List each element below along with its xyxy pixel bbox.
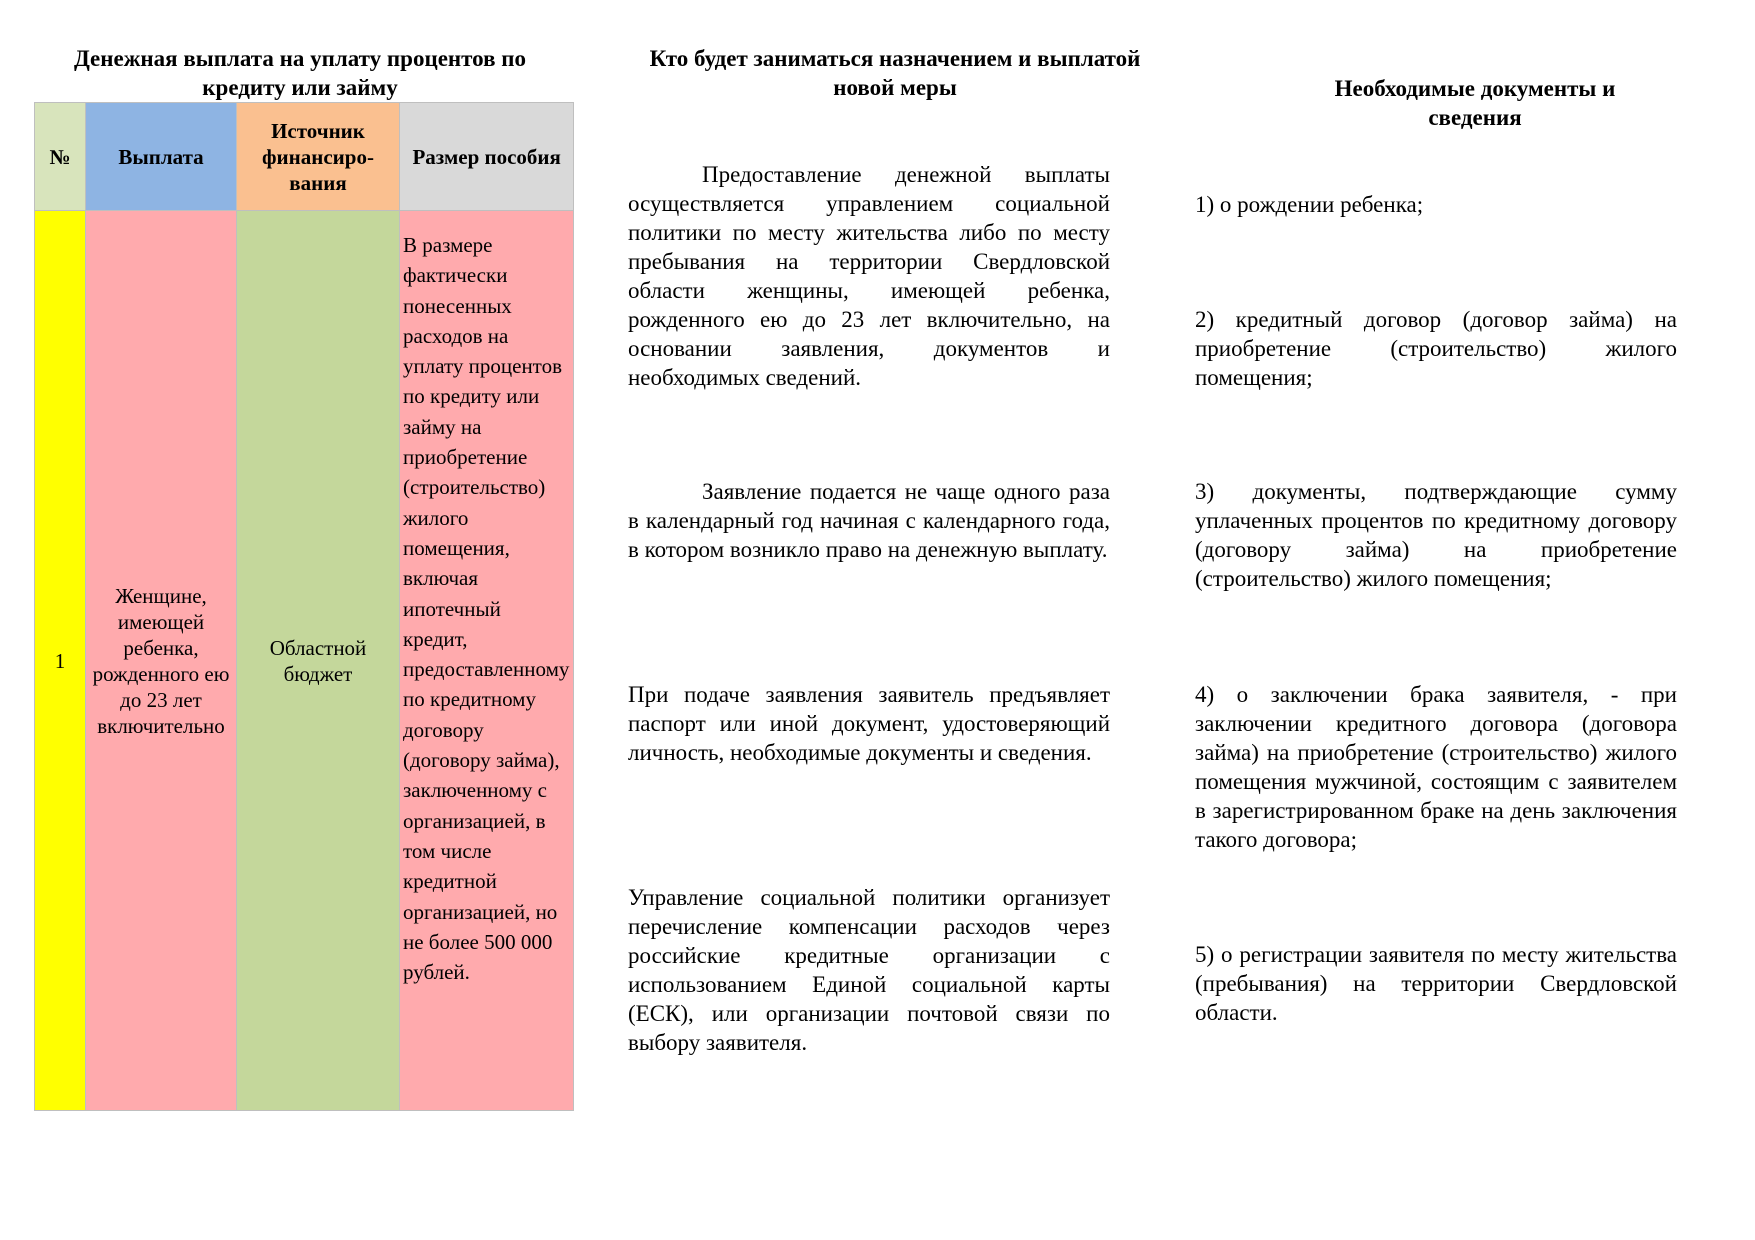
table-header-row xyxy=(35,103,574,211)
administration-paragraph: Заявление подается не чаще одного раза в календарный год начиная с календарного года, в котором возникло право на денежную выплату. xyxy=(628,479,1110,562)
documents-list-item: 5) о регистрации заявителя по месту жительства (пребывания) на территории Свердловской области. xyxy=(1195,942,1677,1025)
header-number: № xyxy=(35,103,86,211)
cell-source: Областной бюджет xyxy=(237,211,400,1111)
cell-number: 1 xyxy=(35,211,86,1111)
payment-section-title: Денежная выплата на уплату процентов по кредиту или займу xyxy=(73,46,527,100)
documents-section-title: Необходимые документы и сведения xyxy=(1334,76,1616,130)
documents-list-item: 2) кредитный договор (договор займа) на приобретение (строительство) жилого помещения; xyxy=(1195,307,1677,390)
documents-list-item: 1) о рождении ребенка; xyxy=(1195,192,1424,217)
administration-section-title: Кто будет заниматься назначением и выплатой новой меры xyxy=(649,46,1141,100)
administration-paragraph: Предоставление денежной выплаты осуществляется управлением социальной политики по месту жительства либо по месту пребывания на территории Свердловской области женщины, имеющей ребенка, рожденного ею до 23 лет включительно, на основании заявления, документов и необходимых сведений. xyxy=(628,162,1110,390)
documents-list-item: 3) документы, подтверждающие сумму уплаченных процентов по кредитному договору (договору займа) на приобретение (строительство) жилого помещения; xyxy=(1195,479,1677,591)
cell-size xyxy=(400,211,574,1111)
header-source: Источник финансиро-вания xyxy=(237,103,400,211)
cell-size-text: В размере фактически понесенных расходов на уплату процентов по кредиту или займу на приобретение (строительство) жилого помещения, включая ипотечный кредит, предоставленному по кредитному договору (договору займа), заключенному с организацией, в том числе кредитной организацией, но не более 500 000 рублей. xyxy=(403,233,570,985)
documents-list-item: 4) о заключении брака заявителя, - при заключении кредитного договора (договора займа) на приобретение (строительство) жилого помещения мужчиной, состоящим с заявителем в зарегистрированном браке на день заключения такого договора; xyxy=(1195,682,1677,852)
administration-paragraph: Управление социальной политики организует перечисление компенсации расходов через российские кредитные организации с использованием Единой социальной карты (ЕСК), или организации почтовой связи по выбору заявителя. xyxy=(628,885,1110,1055)
administration-paragraph: При подаче заявления заявитель предъявляет паспорт или иной документ, удостоверяющий личность, необходимые документы и сведения. xyxy=(628,682,1110,765)
payment-table xyxy=(34,102,574,1111)
table-row xyxy=(35,211,574,1111)
header-payment: Выплата xyxy=(86,103,237,211)
header-size: Размер пособия xyxy=(400,103,574,211)
cell-payment: Женщине, имеющей ребенка, рожденного ею до 23 лет включительно xyxy=(86,211,237,1111)
